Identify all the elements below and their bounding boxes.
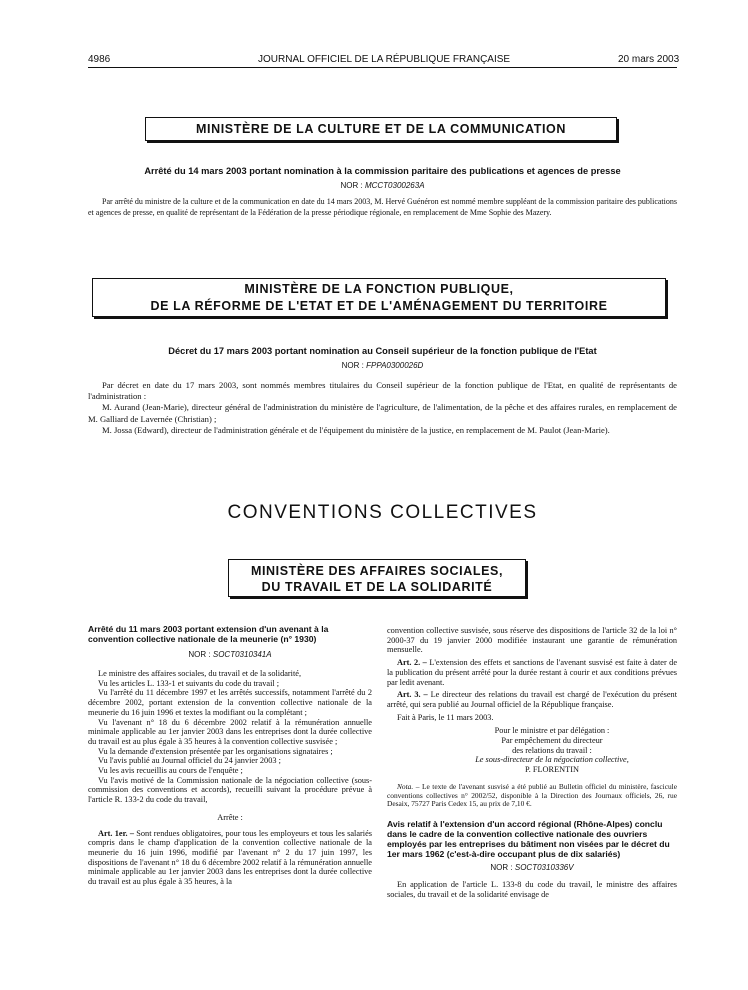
decree-culture-title: Arrêté du 14 mars 2003 portant nomination à la commission paritaire des publications et agences de presse	[144, 166, 621, 176]
meunerie-visas	[88, 669, 372, 887]
visa-paragraph: Vu la demande d'extension présentée par les organisations signataires ;	[98, 746, 333, 756]
avis-text: En application de l'article L. 133-8 du code du travail, le ministre des affaires sociales, du travail et de la solidarité envisage de	[387, 880, 677, 899]
nor-meunerie: NOR : SOCT0310341A	[188, 650, 272, 659]
arrete-meunerie-title: Arrêté du 11 mars 2003 portant extension d'un avenant à la convention collective nationale de la meunerie (n° 1930)	[88, 624, 329, 644]
fp-paragraph: Par décret en date du 17 mars 2003, sont nommés membres titulaires du Conseil supérieur de la fonction publique de l'Etat, en qualité de représentants de l'administration :	[88, 380, 677, 402]
fp-paragraph: M. Aurand (Jean-Marie), directeur général de l'administration du ministère de l'agriculture, de l'alimentation, de la pêche et des affaires rurales, en remplacement de M. Galliard de Lavernée (Christian) ;	[88, 402, 677, 424]
avis-rhone-alpes-title: Avis relatif à l'extension d'un accord régional (Rhône-Alpes) conclu dans le cadre de la convention collective nationale des ouvriers employés par les entreprises du bâtiment non visées par le décret du 1er mars 1962 (c'est-à-dire occupant plus de dix salariés)	[387, 819, 670, 860]
nor-culture: NOR : MCCT0300263A	[340, 181, 425, 190]
decree-fp-title: Décret du 17 mars 2003 portant nomination au Conseil supérieur de la fonction publique de l'Etat	[168, 346, 597, 356]
visa-paragraph: Le ministre des affaires sociales, du travail et de la solidarité,	[98, 669, 302, 678]
article-1: Art. 1er. – Sont rendues obligatoires, pour tous les employeurs et tous les salariés compris dans le champ d'application de la convention collective nationale de la meunerie du 16 juin 1996, modifié par l'avenant n° 2 du 17 juin 1997, les dispositions de l'avenant n° 18 du 6 décembre 2002 relatif à la rémunération annuelle minimale applicable au 1er janvier 2003 dans les entreprises dont la durée collective du travail est au plus égale à 35 heures, à la	[88, 828, 373, 887]
nota: Nota. – Le texte de l'avenant susvisé a été publié au Bulletin officiel du ministère, fascicule conventions collectives n° 2002/52, disponible à la Direction des Journaux officiels, 26, rue Desaix, 75727 Paris Cedex 15, au prix de 7,10 €.	[387, 781, 678, 809]
ministry-culture-label: MINISTÈRE DE LA CULTURE ET DE LA COMMUNICATION	[196, 122, 566, 136]
ministry-fonction-publique-box	[92, 278, 666, 317]
article-2: Art. 2. – L'extension des effets et sanctions de l'avenant susvisé est faite à dater de la publication du présent arrêté pour la durée restant à courir et aux conditions prévues par ledit avenant.	[387, 658, 678, 687]
visa-paragraph: Vu les avis recueillis au cours de l'enquête ;	[98, 766, 243, 776]
arrete-label: Arrête :	[217, 812, 243, 822]
visa-paragraph: Vu l'avis publié au Journal officiel du 24 janvier 2003 ;	[98, 756, 281, 766]
ministry-affaires-sociales-box	[228, 559, 526, 597]
ministry-fp-line1: MINISTÈRE DE LA FONCTION PUBLIQUE,	[244, 282, 514, 296]
ministry-as-line1: MINISTÈRE DES AFFAIRES SOCIALES,	[250, 564, 504, 578]
left-column	[88, 624, 372, 887]
fp-paragraph: M. Jossa (Edward), directeur de l'administration générale et de l'équipement du ministère de la justice, en remplacement de M. Paulot (Jean-Marie).	[102, 424, 610, 435]
right-column	[387, 626, 677, 900]
page-number: 4986	[88, 54, 111, 65]
visa-paragraph: Vu les articles L. 133-1 et suivants du code du travail ;	[98, 678, 280, 688]
visa-paragraph: Vu l'avis motivé de la Commission nationale de la négociation collective (sous-commission des conventions et accords), recueilli suivant la procédure prévue à l'article R. 133-2 du code du travail,	[88, 775, 372, 805]
visa-paragraph: Vu l'arrêté du 11 décembre 1997 et les arrêtés successifs, notamment l'arrêté du 2 décembre 2002, portant extension de la convention collective nationale de la meunerie du 16 juin 1996 et textes la modifiant ou la complétant ;	[88, 688, 372, 717]
fait-a-paris: Fait à Paris, le 11 mars 2003.	[397, 712, 494, 722]
nor-fp: NOR : FPPA0300026D	[341, 361, 424, 370]
visa-paragraph: Vu l'avenant n° 18 du 6 décembre 2002 relatif à la rémunération annuelle minimale applicable au 1er janvier 2003 dans les entreprises dont la durée collective du travail est au plus égale à 35 heures à la convention collective susvisée ;	[88, 717, 372, 746]
signature-block: Pour le ministre et par délégation : Par empêchement du directeur des relations du travail : Le sous-directeur de la négociation collective, P. FLORENTIN	[475, 726, 629, 775]
ministry-fp-line2: DE LA RÉFORME DE L'ETAT ET DE L'AMÉNAGEMENT DU TERRITOIRE	[150, 299, 608, 313]
article-1-continued: convention collective susvisée, sous réserve des dispositions de l'article 32 de la loi n° 2000-37 du 19 janvier 2000 modifiée instaurant une garantie de rémunération mensuelle.	[387, 626, 677, 655]
conventions-heading: CONVENTIONS COLLECTIVES	[227, 502, 538, 523]
article-3: Art. 3. – Le directeur des relations du travail est chargé de l'exécution du présent arrêté, qui sera publié au Journal officiel de la République française.	[387, 690, 678, 709]
issue-date: 20 mars 2003	[618, 54, 680, 65]
nor-avis: NOR : SOCT0310336V	[490, 863, 574, 873]
journal-title: JOURNAL OFFICIEL DE LA RÉPUBLIQUE FRANÇAISE	[258, 54, 511, 65]
fp-text	[88, 380, 677, 436]
culture-text: Par arrêté du ministre de la culture et de la communication en date du 14 mars 2003, M. Hervé Guénéron est nommé membre suppléant de la commission paritaire des publications et agences de presse, en qualité de représentant de la Fédération de la presse périodique régionale, en remplacement de Mme Sophie des Mazery.	[88, 197, 677, 217]
ministry-as-line2: DU TRAVAIL ET DE LA SOLIDARITÉ	[261, 580, 493, 594]
ministry-culture-box	[145, 117, 617, 141]
header-rule	[88, 67, 677, 68]
meunerie-articles	[387, 626, 677, 775]
